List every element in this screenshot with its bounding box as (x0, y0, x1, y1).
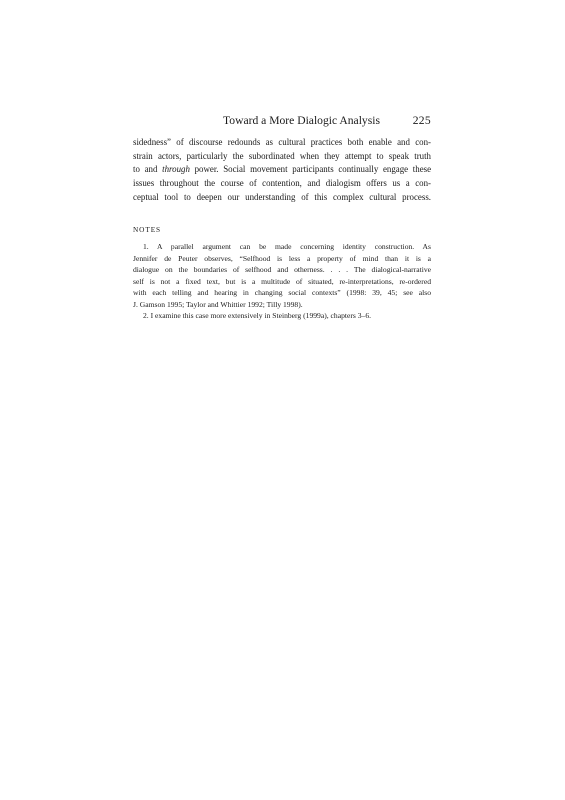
body-line (133, 163, 431, 177)
running-head (133, 114, 431, 130)
note-line: 1. A parallel argument can be made concerning identity construction. As (143, 242, 431, 251)
note-line: with each telling and hearing in changing social contexts” (1998: 39, 45; see also (133, 288, 431, 297)
note-line: self is not a fixed text, but is a multitude of situated, re-interpretations, re-ordered (133, 276, 431, 286)
body-line-text: to and (133, 164, 158, 175)
note-line: J. Gamson 1995; Taylor and Whittier 1992; Tilly 1998). (133, 299, 303, 309)
body-line: issues throughout the course of contention, and dialogism offers us a con- (133, 178, 431, 189)
body-line: ceptual tool to deepen our understanding of this complex cultural process. (133, 191, 431, 202)
body-paragraph (133, 136, 431, 204)
emphasis-through: through (162, 164, 190, 175)
body-line: strain actors, particularly the subordinated when they attempt to speak truth (133, 150, 431, 161)
page-number: 225 (412, 114, 431, 127)
note-line: dialogue on the boundaries of selfhood and otherness. . . . The dialogical-narrative (133, 265, 431, 274)
body-line: sidedness” of discourse redounds as cultural practices both enable and con- (133, 137, 431, 147)
notes-heading: NOTES (133, 225, 162, 234)
body-line-text: power. Social movement participants continually engage these (194, 164, 432, 175)
running-head-title: Toward a More Dialogic Analysis (223, 114, 380, 127)
notes-section (133, 241, 431, 322)
note-line: Jennifer de Peuter observes, “Selfhood is less a property of mind than it is a (133, 253, 431, 263)
note-line: 2. I examine this case more extensively in Steinberg (1999a), chapters 3–6. (143, 311, 372, 320)
